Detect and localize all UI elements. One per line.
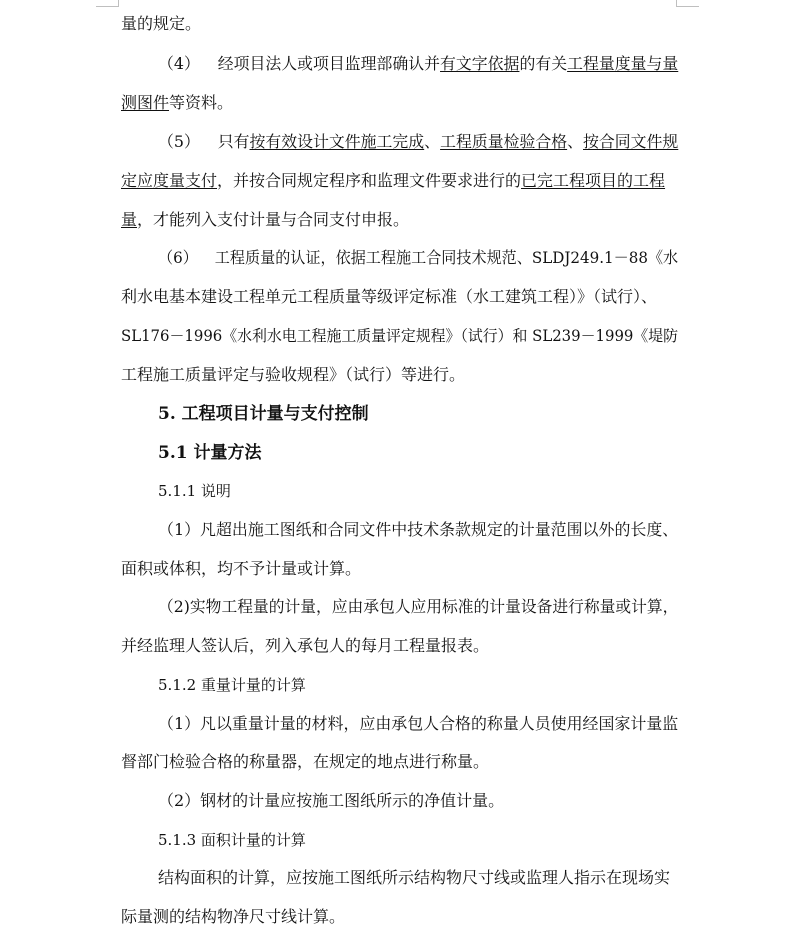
paragraph-4-line-2: 测图件等资料。: [121, 93, 234, 112]
paragraph-line: （1）凡超出施工图纸和合同文件中技术条款规定的计量范围以外的长度、: [158, 520, 679, 539]
paragraph-4-line-1: （4） 经项目法人或项目监理部确认并有文字依据的有关工程量度量与量: [158, 54, 679, 73]
paragraph-line: （2)实物工程量的计量，应由承包人应用标准的计量设备进行称量或计算，: [158, 597, 679, 616]
underlined-text: 量: [121, 210, 138, 229]
paragraph-5-line-1: （5） 只有按有效设计文件施工完成、工程质量检验合格、按合同文件规: [158, 132, 679, 151]
paragraph-6-line-4: 工程施工质量评定与验收规程》（试行）等进行。: [121, 365, 466, 384]
page-corner-mark-left: [96, 0, 119, 7]
paragraph-line: （1）凡以重量计量的材料，应由承包人合格的称量人员使用经国家计量监: [158, 714, 679, 733]
item-number: （4）: [158, 54, 200, 73]
paragraph-5-line-3: 量，才能列入支付计量与合同支付申报。: [121, 210, 410, 229]
paragraph-line: 际量测的结构物净尺寸线计算。: [121, 907, 346, 926]
paragraph-line: （2）钢材的计量应按施工图纸所示的净值计量。: [158, 791, 505, 810]
paragraph-6-line-1: （6） 工程质量的认证，依据工程施工合同技术规范、SLDJ249.1－88《水: [158, 248, 679, 267]
paragraph-6-line-2: 利水电基本建设工程单元工程质量等级评定标准（水工建筑工程）》（试行）、: [121, 287, 658, 306]
paragraph-line: 督部门检验合格的称量器，在规定的地点进行称量。: [121, 752, 490, 771]
underlined-text: 工程量度量与量: [567, 54, 679, 73]
paragraph-5-line-2: 定应度量支付，并按合同规定程序和监理文件要求进行的已完工程项目的工程: [121, 171, 666, 190]
subsection-title-5-1-3: 5.1.3 面积计量的计算: [158, 831, 306, 849]
underlined-text: 定应度量支付: [121, 171, 218, 190]
subsection-title-5-1-2: 5.1.2 重量计量的计算: [158, 676, 306, 694]
paragraph-line: 面积或体积，均不予计量或计算。: [121, 559, 362, 578]
underlined-text: 工程质量检验合格: [440, 132, 568, 151]
paragraph-line: 并经监理人签认后，列入承包人的每月工程量报表。: [121, 636, 490, 655]
underlined-text: 已完工程项目的工程: [521, 171, 666, 190]
section-heading-5-1: 5.1 计量方法: [158, 443, 262, 463]
paragraph-6-line-3: SL176－1996《水利水电工程施工质量评定规程》（试行）和 SL239－1999《堤防: [121, 327, 679, 345]
paragraph-line: 量的规定。: [121, 14, 202, 33]
page-corner-mark-right: [676, 0, 699, 7]
underlined-text: 按有效设计文件施工完成: [249, 132, 425, 151]
subsection-title-5-1-1: 5.1.1 说明: [158, 482, 231, 500]
item-number: （5）: [158, 132, 200, 151]
item-number: （6）: [158, 248, 198, 267]
paragraph-line: 结构面积的计算，应按施工图纸所示结构物尺寸线或监理人指示在现场实: [158, 868, 671, 887]
underlined-text: 测图件: [121, 93, 170, 112]
underlined-text: 按合同文件规: [583, 132, 679, 151]
section-heading-5: 5. 工程项目计量与支付控制: [158, 404, 369, 424]
underlined-text: 有文字依据: [440, 54, 520, 73]
